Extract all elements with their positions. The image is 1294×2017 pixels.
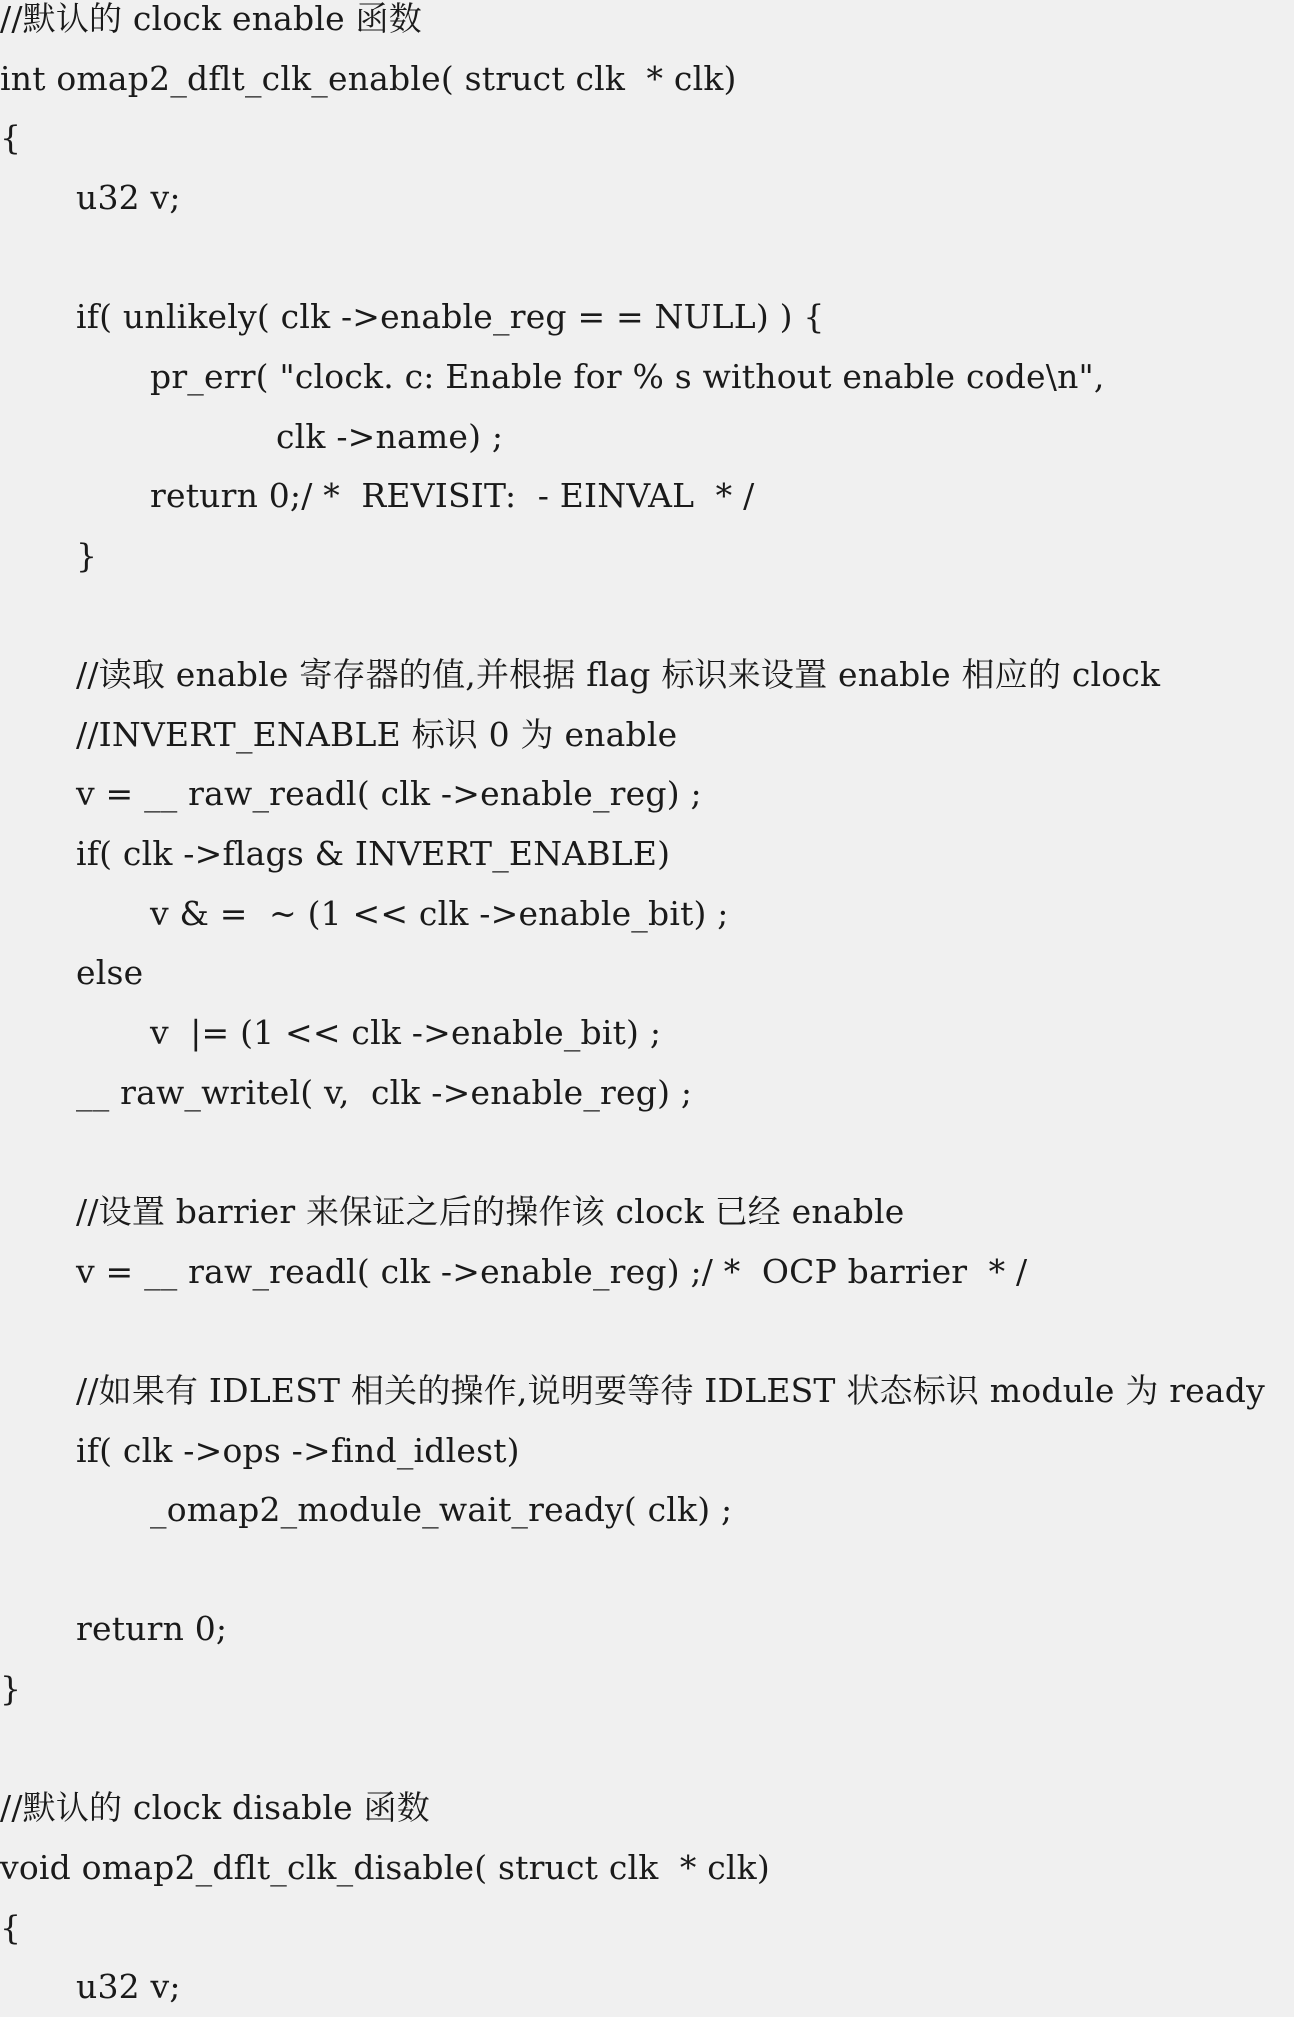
- code-line: __ raw_writel( v, clk ->enable_reg) ;: [76, 1073, 693, 1112]
- code-line: u32 v;: [76, 1967, 181, 2006]
- code-line: clk ->name) ;: [276, 417, 504, 456]
- code-line-comment: //默认的 clock disable 函数: [0, 1788, 430, 1827]
- code-line: v = __ raw_readl( clk ->enable_reg) ;/ * OCP barrier * /: [76, 1252, 1028, 1291]
- code-line: u32 v;: [76, 178, 181, 217]
- code-line: if( clk ->flags & INVERT_ENABLE): [76, 834, 671, 873]
- code-line-comment: //默认的 clock enable 函数: [0, 0, 422, 38]
- code-line: _omap2_module_wait_ready( clk) ;: [150, 1490, 733, 1529]
- code-line: void omap2_dflt_clk_disable( struct clk * clk): [0, 1848, 770, 1887]
- code-line-comment: //读取 enable 寄存器的值,并根据 flag 标识来设置 enable 相应的 clock: [76, 655, 1161, 694]
- code-line: else: [76, 953, 144, 992]
- code-line: if( clk ->ops ->find_idlest): [76, 1431, 520, 1470]
- code-line-comment: //INVERT_ENABLE 标识 0 为 enable: [76, 715, 678, 754]
- code-line: return 0;: [76, 1609, 228, 1648]
- code-line: v |= (1 << clk ->enable_bit) ;: [150, 1013, 662, 1052]
- code-line-comment: //如果有 IDLEST 相关的操作,说明要等待 IDLEST 状态标识 module 为 ready: [76, 1371, 1265, 1410]
- code-line-brace: {: [0, 1908, 22, 1947]
- code-line-comment: //设置 barrier 来保证之后的操作该 clock 已经 enable: [76, 1192, 905, 1231]
- code-line: v & = ~ (1 << clk ->enable_bit) ;: [150, 894, 729, 933]
- code-line: if( unlikely( clk ->enable_reg = = NULL) ) {: [76, 297, 825, 336]
- code-line: v = __ raw_readl( clk ->enable_reg) ;: [76, 774, 702, 813]
- code-line-brace: }: [76, 536, 98, 575]
- code-line: pr_err( "clock. c: Enable for % s without enable code\n",: [150, 357, 1105, 396]
- code-line: int omap2_dflt_clk_enable( struct clk * clk): [0, 59, 737, 98]
- code-line: return 0;/ * REVISIT: - EINVAL * /: [150, 476, 755, 515]
- code-line-brace: }: [0, 1669, 22, 1708]
- code-line-brace: {: [0, 118, 22, 157]
